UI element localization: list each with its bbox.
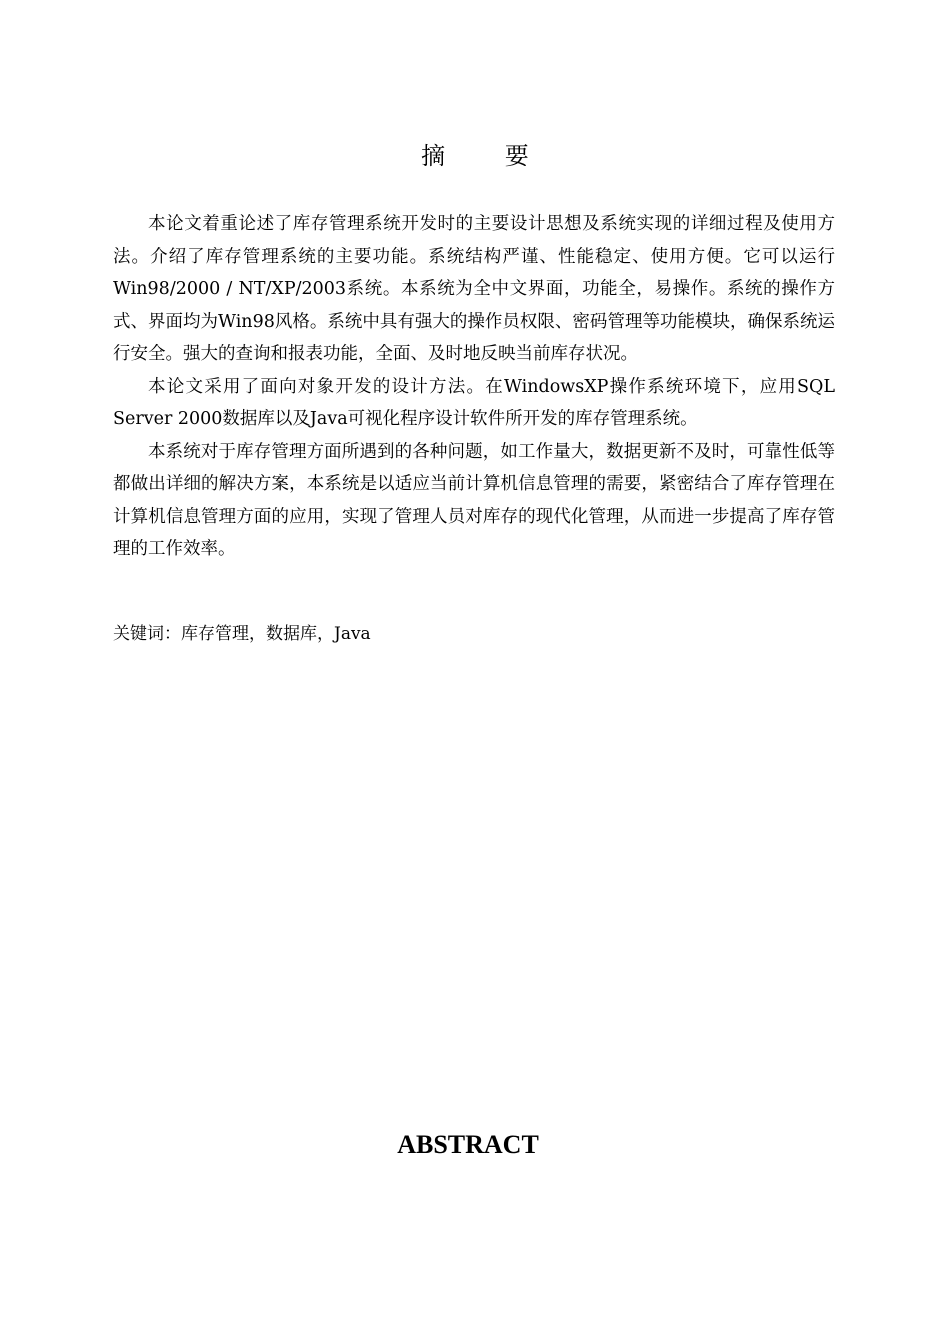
abstract-en-title: ABSTRACT (397, 1130, 539, 1159)
keywords-line (113, 618, 835, 650)
abstract-paragraph-1: 本论文着重论述了库存管理系统开发时的主要设计思想及系统实现的详细过程及使用方法。介绍了库存管理系统的主要功能。系统结构严谨、性能稳定、使用方便。它可以运行Win98/2000 / NT/XP/2003系统。本系统为全中文界面，功能全，易操作。系统的操作方式、界面均为Win98风格。系统中具有强大的操作员权限、密码管理等功能模块，确保系统运行安全。强大的查询和报表功能，全面、及时地反映当前库存状况。 (113, 214, 835, 364)
keywords-value: 库存管理，数据库，Java (181, 624, 371, 644)
abstract-cn-body (113, 208, 835, 566)
keywords-label: 关键词： (113, 624, 181, 644)
abstract-cn-title: 摘 要 (421, 142, 555, 170)
abstract-paragraph-3: 本系统对于库存管理方面所遇到的各种问题，如工作量大，数据更新不及时，可靠性低等都做出详细的解决方案，本系统是以适应当前计算机信息管理的需要，紧密结合了库存管理在计算机信息管理方面的应用，实现了管理人员对库存的现代化管理，从而进一步提高了库存管理的工作效率。 (113, 441, 835, 559)
abstract-paragraph-2: 本论文采用了面向对象开发的设计方法。在WindowsXP操作系统环境下，应用SQL Server 2000数据库以及Java可视化程序设计软件所开发的库存管理系统。 (113, 376, 835, 429)
